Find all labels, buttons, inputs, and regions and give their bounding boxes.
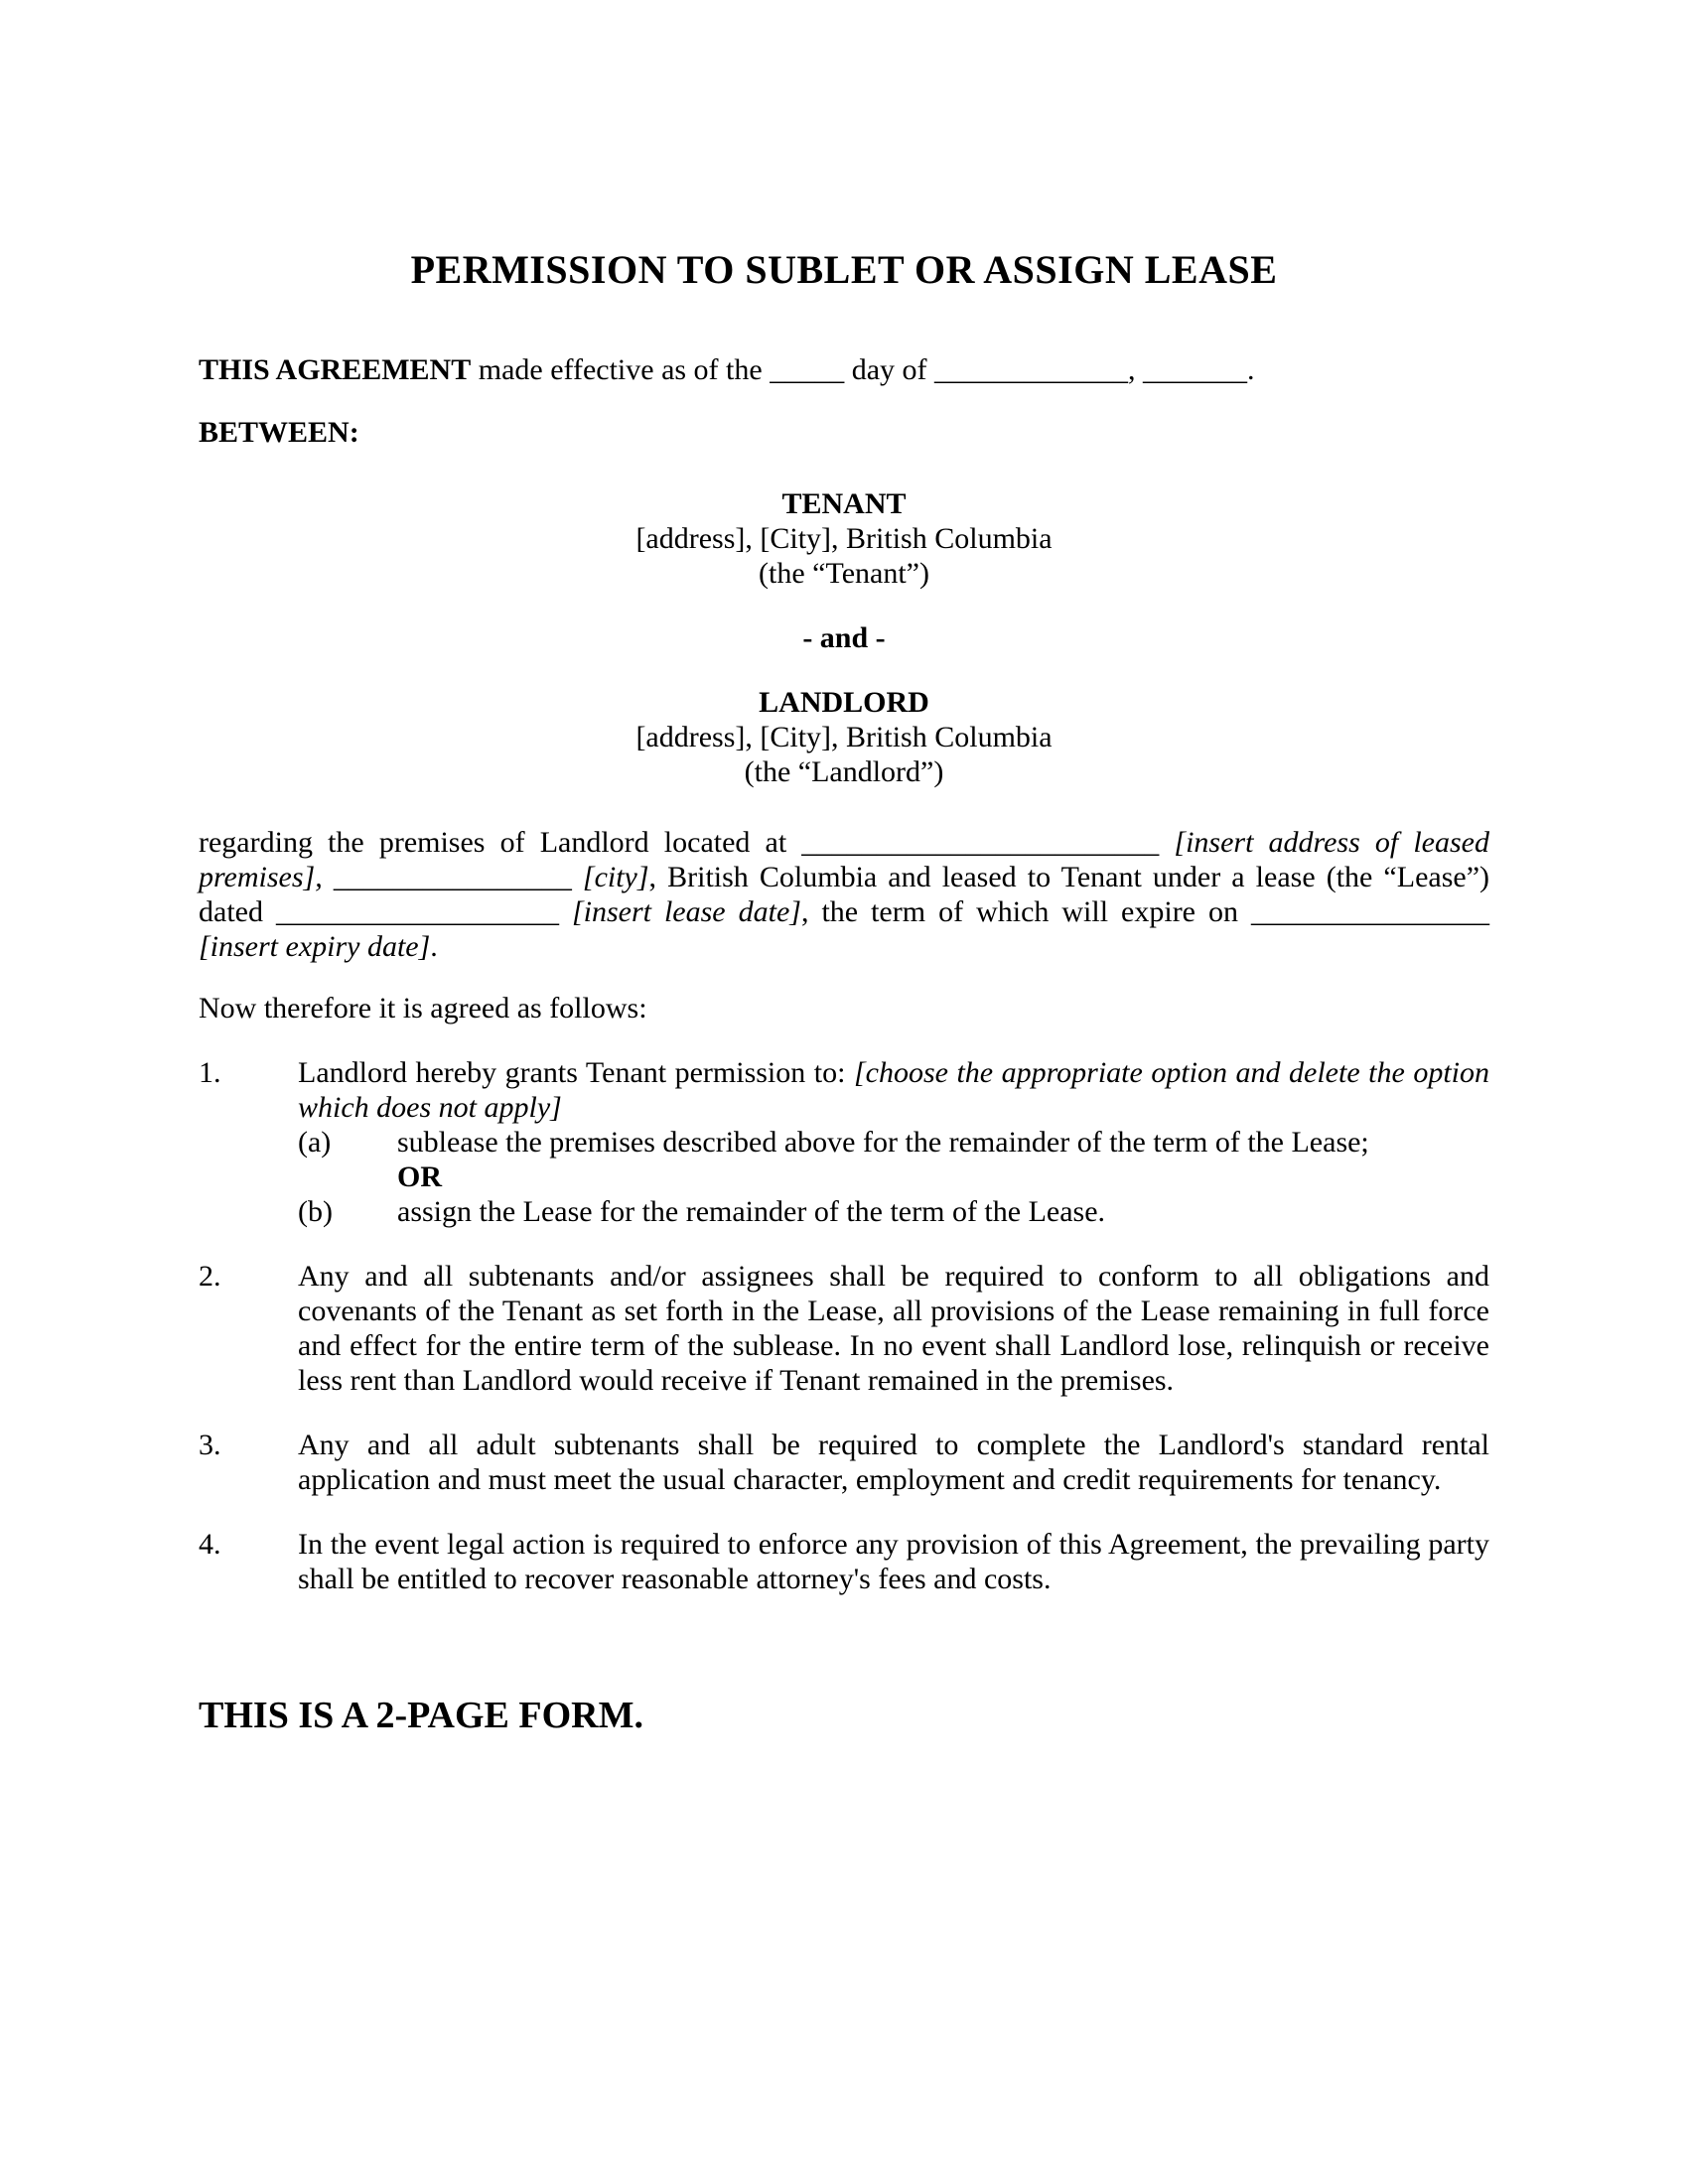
agreement-intro-line bbox=[199, 352, 1489, 387]
city-blank-line: ________________ bbox=[333, 861, 572, 893]
now-therefore-line: Now therefore it is agreed as follows: bbox=[199, 992, 647, 1024]
clause-2-text: Any and all subtenants and/or assignees shall be required to conform to all obligations and covenants of the Tenant as set forth in the Lease, all provisions of the Lease remaining in full force and effect for the entire term of the sublease. In no event shall Landlord lose, relinquish or receive less rent than Landlord would receive if Tenant remained in the premises. bbox=[298, 1260, 1489, 1397]
clause-1-body bbox=[298, 1055, 1489, 1229]
premises-text: . bbox=[430, 930, 438, 963]
premises-text: regarding the premises of Landlord located at bbox=[199, 826, 802, 859]
city-placeholder: [city] bbox=[571, 861, 649, 893]
tenant-block bbox=[199, 486, 1489, 591]
clause-2-number: 2. bbox=[199, 1260, 221, 1293]
expiry-date-placeholder: [insert expiry date] bbox=[199, 930, 431, 963]
clause-4 bbox=[199, 1527, 1489, 1596]
landlord-block bbox=[199, 685, 1489, 789]
document-title: PERMISSION TO SUBLET OR ASSIGN LEASE bbox=[410, 247, 1278, 292]
clause-3-text: Any and all adult subtenants shall be required to complete the Landlord's standard rental application and must meet the usual character, employment and credit requirements for tenancy. bbox=[298, 1429, 1489, 1496]
lease-date-blank-line: ___________________ bbox=[275, 895, 559, 928]
clause-4-text: In the event legal action is required to enforce any provision of this Agreement, the prevailing party shall be entitled to recover reasonable attorney's fees and costs. bbox=[298, 1528, 1489, 1595]
between-label: BETWEEN: bbox=[199, 416, 359, 449]
tenant-alias: (the “Tenant”) bbox=[759, 557, 929, 590]
address-placeholder: [insert address of leased premises], bbox=[199, 826, 1489, 893]
parties-separator: - and - bbox=[802, 621, 886, 654]
clause-1 bbox=[199, 1055, 1489, 1229]
clause-1a-label: (a) bbox=[298, 1126, 332, 1159]
lease-date-placeholder: [insert lease date] bbox=[558, 895, 801, 928]
clause-4-number: 4. bbox=[199, 1528, 221, 1561]
clause-1b-body bbox=[397, 1194, 1489, 1229]
agreement-intro-bold: THIS AGREEMENT bbox=[199, 353, 472, 386]
clause-1a bbox=[298, 1125, 1489, 1194]
clause-1b bbox=[298, 1194, 1489, 1229]
expiry-date-blank-line: ________________ bbox=[1251, 895, 1490, 928]
landlord-address: [address], [City], British Columbia bbox=[635, 721, 1053, 753]
premises-text: , the term of which will expire on bbox=[800, 895, 1252, 928]
clause-1-text: Landlord hereby grants Tenant permission to: bbox=[298, 1056, 854, 1089]
landlord-name: LANDLORD bbox=[759, 686, 929, 719]
tenant-address: [address], [City], British Columbia bbox=[635, 522, 1053, 555]
tenant-name: TENANT bbox=[781, 487, 907, 520]
clause-1-instruction: [choose the appropriate option and delete the option which does not apply] bbox=[298, 1056, 1489, 1124]
clause-1b-text: assign the Lease for the remainder of the term of the Lease. bbox=[397, 1195, 1106, 1228]
premises-text: , British Columbia and leased to Tenant under a lease (the “Lease”) dated bbox=[199, 861, 1490, 928]
clause-3 bbox=[199, 1428, 1489, 1497]
landlord-alias: (the “Landlord”) bbox=[744, 755, 944, 788]
clause-1-number: 1. bbox=[199, 1056, 221, 1089]
two-page-form-note: THIS IS A 2-PAGE FORM. bbox=[199, 1695, 643, 1736]
clause-2 bbox=[199, 1259, 1489, 1398]
clause-1-or-label: OR bbox=[397, 1160, 442, 1193]
address-blank-line: ________________________ bbox=[801, 826, 1160, 859]
clause-1a-body bbox=[397, 1125, 1489, 1194]
premises-paragraph bbox=[199, 825, 1489, 964]
clause-1b-label: (b) bbox=[298, 1195, 333, 1228]
agreement-intro-rest: made effective as of the _____ day of _____________, _______. bbox=[471, 353, 1255, 386]
clause-1a-text: sublease the premises described above for the remainder of the term of the Lease; bbox=[397, 1126, 1369, 1159]
clause-3-number: 3. bbox=[199, 1429, 221, 1461]
